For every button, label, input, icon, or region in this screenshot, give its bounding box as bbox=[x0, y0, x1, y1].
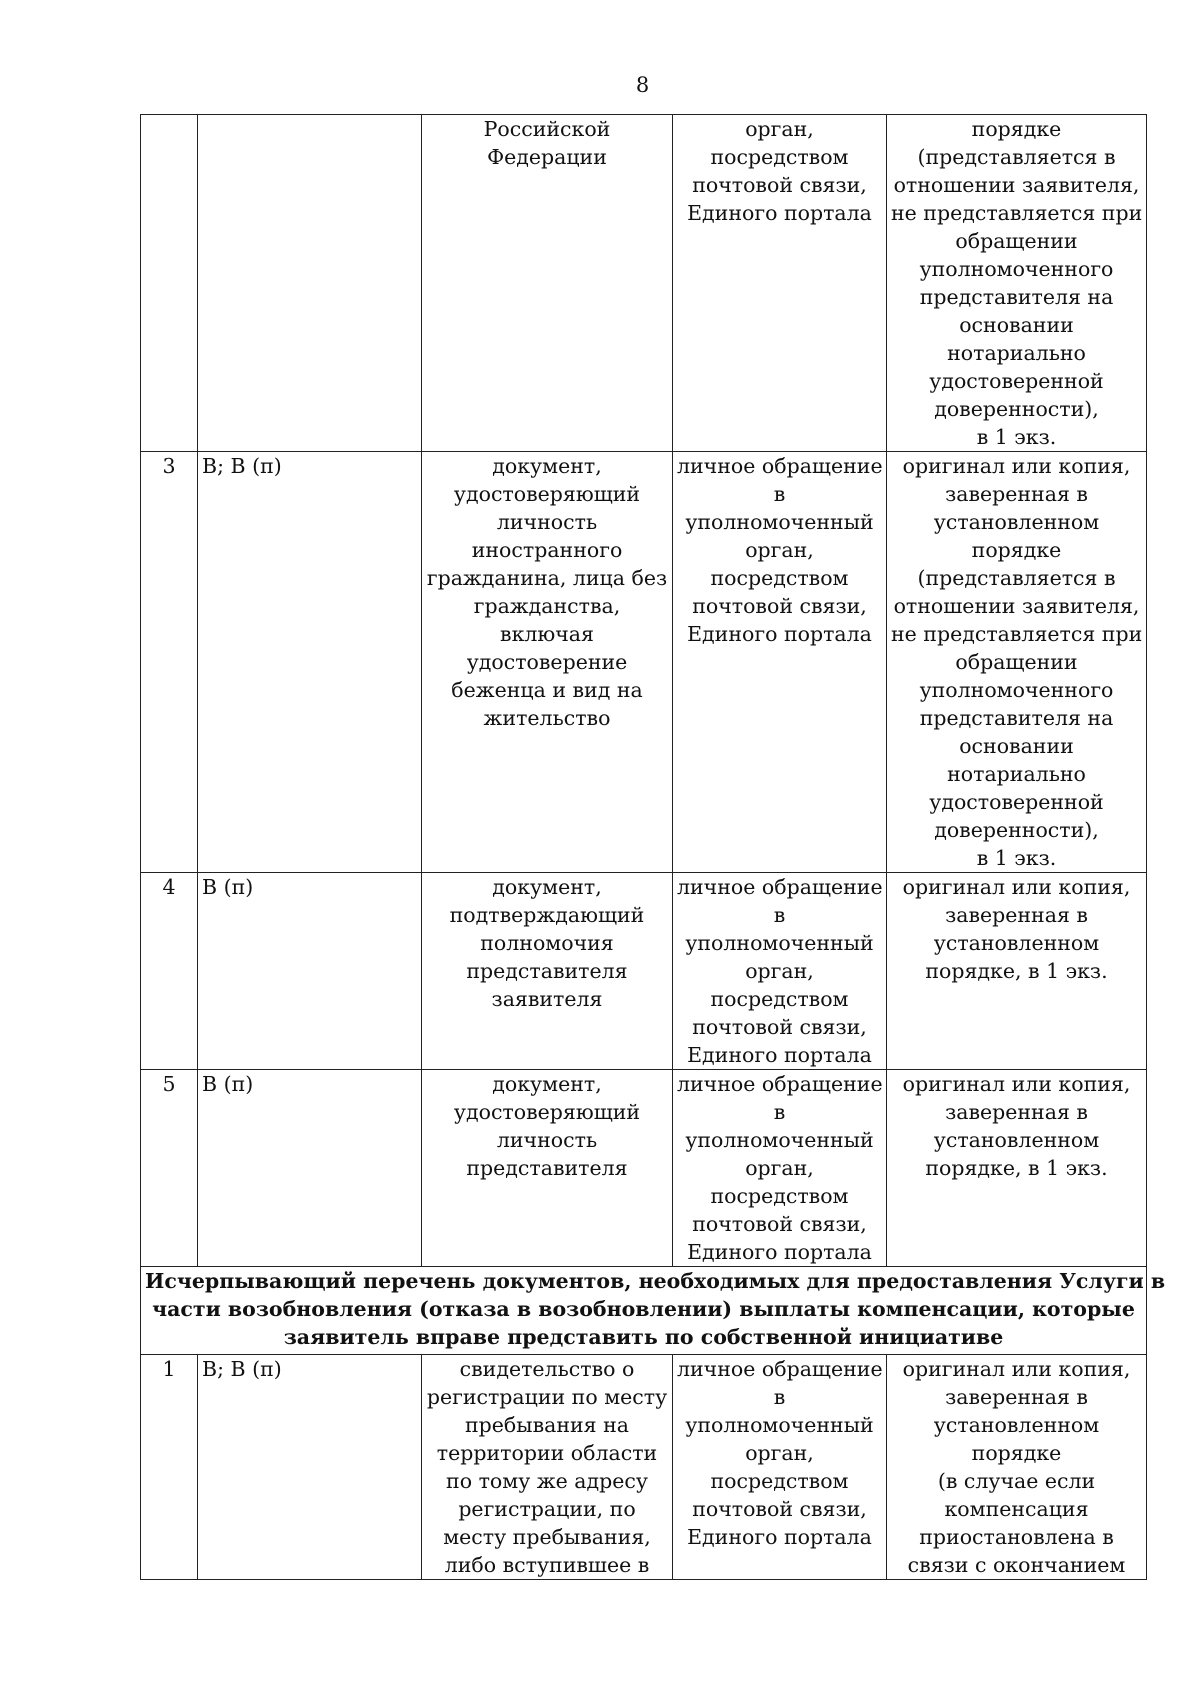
document-form-cell-line: (в случае если bbox=[937, 1469, 1096, 1493]
document-form-cell-line: заверенная в bbox=[945, 482, 1088, 506]
document-name-cell-line: представителя bbox=[466, 1156, 628, 1180]
submission-method-cell-line: почтовой связи, bbox=[692, 1015, 867, 1039]
document-form-cell-line: уполномоченного bbox=[919, 257, 1114, 281]
document-name-cell-line: документ, bbox=[492, 1072, 602, 1096]
submission-method-cell-line: личное обращение bbox=[677, 1072, 883, 1096]
document-name-cell-line: гражданства, bbox=[473, 594, 621, 618]
document-form-cell-line: порядке bbox=[971, 117, 1062, 141]
document-form-cell-line: порядке bbox=[971, 538, 1062, 562]
submission-method-cell-line: орган, bbox=[745, 538, 814, 562]
submission-method-cell-line: орган, bbox=[745, 959, 814, 983]
document-name-cell bbox=[422, 115, 673, 452]
applicant-category-cell-line: В; В (п) bbox=[202, 454, 282, 478]
applicant-category-cell bbox=[198, 115, 422, 452]
table-row bbox=[141, 115, 1147, 452]
document-name-cell-line: представителя bbox=[466, 959, 628, 983]
submission-method-cell bbox=[673, 115, 887, 452]
document-form-cell-line: удостоверенной bbox=[929, 790, 1104, 814]
applicant-category-cell bbox=[198, 1070, 422, 1267]
submission-method-cell-line: почтовой связи, bbox=[692, 1212, 867, 1236]
document-form-cell-line: оригинал или копия, bbox=[902, 454, 1131, 478]
applicant-category-cell bbox=[198, 1355, 422, 1580]
submission-method-cell-line: Единого портала bbox=[687, 1240, 872, 1264]
document-form-cell-line: основании bbox=[959, 313, 1074, 337]
applicant-category-cell-line: В (п) bbox=[202, 1072, 254, 1096]
document-name-cell-line: по тому же адресу bbox=[446, 1469, 648, 1493]
submission-method-cell-line: Единого портала bbox=[687, 201, 872, 225]
document-form-cell-line: приостановлена в bbox=[919, 1525, 1114, 1549]
document-name-cell-line: регистрации по месту bbox=[426, 1385, 668, 1409]
document-name-cell-line: документ, bbox=[492, 875, 602, 899]
document-name-cell-line: удостоверяющий bbox=[453, 482, 641, 506]
section-heading-line: заявитель вправе представить по собственной инициативе bbox=[283, 1325, 1004, 1349]
table-row bbox=[141, 1355, 1147, 1580]
document-name-cell-line: месту пребывания, bbox=[443, 1525, 651, 1549]
document-form-cell-line: оригинал или копия, bbox=[902, 1072, 1131, 1096]
applicant-category-cell-line: В; В (п) bbox=[202, 1357, 282, 1381]
document-form-cell-line: основании bbox=[959, 734, 1074, 758]
document-name-cell-line: беженца и вид на bbox=[451, 678, 643, 702]
document-form-cell bbox=[887, 873, 1147, 1070]
document-name-cell-line: личность bbox=[496, 1128, 598, 1152]
document-form-cell bbox=[887, 1070, 1147, 1267]
document-name-cell-line: подтверждающий bbox=[449, 903, 645, 927]
applicant-category-cell bbox=[198, 873, 422, 1070]
document-form-cell-line: установленном bbox=[933, 1413, 1100, 1437]
submission-method-cell-line: личное обращение bbox=[677, 454, 883, 478]
document-name-cell-line: Российской bbox=[483, 117, 611, 141]
document-name-cell-line: полномочия bbox=[480, 931, 614, 955]
submission-method-cell-line: посредством bbox=[710, 566, 849, 590]
document-name-cell-line: личность bbox=[496, 510, 598, 534]
submission-method-cell-line: уполномоченный bbox=[685, 1128, 874, 1152]
document-form-cell-line: отношении заявителя, bbox=[893, 594, 1140, 618]
submission-method-cell-line: уполномоченный bbox=[685, 931, 874, 955]
row-number: 3 bbox=[141, 452, 198, 873]
document-name-cell bbox=[422, 1355, 673, 1580]
submission-method-cell bbox=[673, 873, 887, 1070]
submission-method-cell bbox=[673, 1070, 887, 1267]
submission-method-cell-line: орган, bbox=[745, 1156, 814, 1180]
document-name-cell bbox=[422, 452, 673, 873]
submission-method-cell-line: уполномоченный bbox=[685, 510, 874, 534]
document-name-cell-line: Федерации bbox=[487, 145, 607, 169]
document-form-cell-line: представителя на bbox=[919, 285, 1114, 309]
document-form-cell-line: установленном bbox=[933, 510, 1100, 534]
section-heading-row bbox=[141, 1267, 1147, 1355]
documents-table bbox=[140, 114, 1166, 1580]
submission-method-cell-line: Единого портала bbox=[687, 622, 872, 646]
document-form-cell bbox=[887, 1355, 1147, 1580]
document-form-cell-line: порядке bbox=[971, 1441, 1062, 1465]
document-form-cell-line: оригинал или копия, bbox=[902, 1357, 1131, 1381]
document-form-cell-line: доверенности), bbox=[934, 818, 1099, 842]
row-number bbox=[141, 115, 198, 452]
document-name-cell-line: заявителя bbox=[491, 987, 603, 1011]
row-number: 5 bbox=[141, 1070, 198, 1267]
document-form-cell-line: нотариально bbox=[947, 341, 1086, 365]
submission-method-cell-line: почтовой связи, bbox=[692, 1497, 867, 1521]
applicant-category-cell bbox=[198, 452, 422, 873]
document-form-cell-line: порядке, в 1 экз. bbox=[925, 959, 1108, 983]
submission-method-cell-line: в bbox=[773, 1100, 786, 1124]
document-form-cell bbox=[887, 452, 1147, 873]
document-form-cell-line: не представляется при bbox=[891, 201, 1143, 225]
document-form-cell-line: в 1 экз. bbox=[976, 846, 1057, 870]
document-form-cell-line: заверенная в bbox=[945, 1100, 1088, 1124]
submission-method-cell-line: посредством bbox=[710, 1184, 849, 1208]
document-name-cell-line: гражданина, лица без bbox=[426, 566, 668, 590]
submission-method-cell-line: в bbox=[773, 482, 786, 506]
document-form-cell-line: обращении bbox=[955, 229, 1078, 253]
document-form-cell-line: установленном bbox=[933, 931, 1100, 955]
submission-method-cell-line: Единого портала bbox=[687, 1043, 872, 1067]
document-form-cell-line: заверенная в bbox=[945, 903, 1088, 927]
document-name-cell-line: свидетельство о bbox=[459, 1357, 635, 1381]
submission-method-cell-line: уполномоченный bbox=[685, 1413, 874, 1437]
document-form-cell-line: компенсация bbox=[944, 1497, 1089, 1521]
document-name-cell-line: регистрации, по bbox=[458, 1497, 636, 1521]
section-heading-line: части возобновления (отказа в возобновлении) выплаты компенсации, которые bbox=[152, 1297, 1135, 1321]
document-form-cell-line: в 1 экз. bbox=[976, 425, 1057, 449]
submission-method-cell-line: посредством bbox=[710, 987, 849, 1011]
document-form-cell-line: нотариально bbox=[947, 762, 1086, 786]
submission-method-cell-line: почтовой связи, bbox=[692, 594, 867, 618]
document-form-cell-line: отношении заявителя, bbox=[893, 173, 1140, 197]
document-form-cell bbox=[887, 115, 1147, 452]
page-number: 8 bbox=[635, 73, 650, 97]
document-name-cell-line: удостоверение bbox=[466, 650, 628, 674]
document-name-cell bbox=[422, 873, 673, 1070]
document-name-cell-line: включая bbox=[500, 622, 594, 646]
table-row bbox=[141, 1070, 1147, 1267]
document-form-cell-line: обращении bbox=[955, 650, 1078, 674]
document-name-cell-line: документ, bbox=[492, 454, 602, 478]
submission-method-cell-line: орган, bbox=[745, 1441, 814, 1465]
table-row bbox=[141, 873, 1147, 1070]
document-name-cell-line: либо вступившее в bbox=[444, 1553, 650, 1577]
submission-method-cell-line: личное обращение bbox=[677, 875, 883, 899]
document-form-cell-line: (представляется в bbox=[917, 145, 1116, 169]
document-name-cell-line: иностранного bbox=[471, 538, 623, 562]
document-form-cell-line: представителя на bbox=[919, 706, 1114, 730]
document-form-cell-line: (представляется в bbox=[917, 566, 1116, 590]
submission-method-cell-line: в bbox=[773, 1385, 786, 1409]
document-form-cell-line: удостоверенной bbox=[929, 369, 1104, 393]
document-name-cell-line: жительство bbox=[483, 706, 611, 730]
row-number: 4 bbox=[141, 873, 198, 1070]
submission-method-cell-line: Единого портала bbox=[687, 1525, 872, 1549]
submission-method-cell-line: в bbox=[773, 903, 786, 927]
submission-method-cell-line: почтовой связи, bbox=[692, 173, 867, 197]
applicant-category-cell-line: В (п) bbox=[202, 875, 254, 899]
section-heading-line: Исчерпывающий перечень документов, необходимых для предоставления Услуги в bbox=[145, 1269, 1166, 1293]
document-form-cell-line: доверенности), bbox=[934, 397, 1099, 421]
submission-method-cell-line: личное обращение bbox=[677, 1357, 883, 1381]
table-row bbox=[141, 452, 1147, 873]
section-heading bbox=[141, 1267, 1166, 1355]
document-form-cell-line: оригинал или копия, bbox=[902, 875, 1131, 899]
submission-method-cell-line: посредством bbox=[710, 145, 849, 169]
document-name-cell bbox=[422, 1070, 673, 1267]
row-number: 1 bbox=[141, 1355, 198, 1580]
submission-method-cell-line: посредством bbox=[710, 1469, 849, 1493]
document-form-cell-line: связи с окончанием bbox=[907, 1553, 1126, 1577]
submission-method-cell-line: орган, bbox=[745, 117, 814, 141]
submission-method-cell bbox=[673, 452, 887, 873]
document-form-cell-line: заверенная в bbox=[945, 1385, 1088, 1409]
document-name-cell-line: удостоверяющий bbox=[453, 1100, 641, 1124]
document-form-cell-line: установленном bbox=[933, 1128, 1100, 1152]
document-form-cell-line: порядке, в 1 экз. bbox=[925, 1156, 1108, 1180]
document-name-cell-line: территории области bbox=[436, 1441, 658, 1465]
document-name-cell-line: пребывания на bbox=[465, 1413, 629, 1437]
document-form-cell-line: уполномоченного bbox=[919, 678, 1114, 702]
document-form-cell-line: не представляется при bbox=[891, 622, 1143, 646]
submission-method-cell bbox=[673, 1355, 887, 1580]
